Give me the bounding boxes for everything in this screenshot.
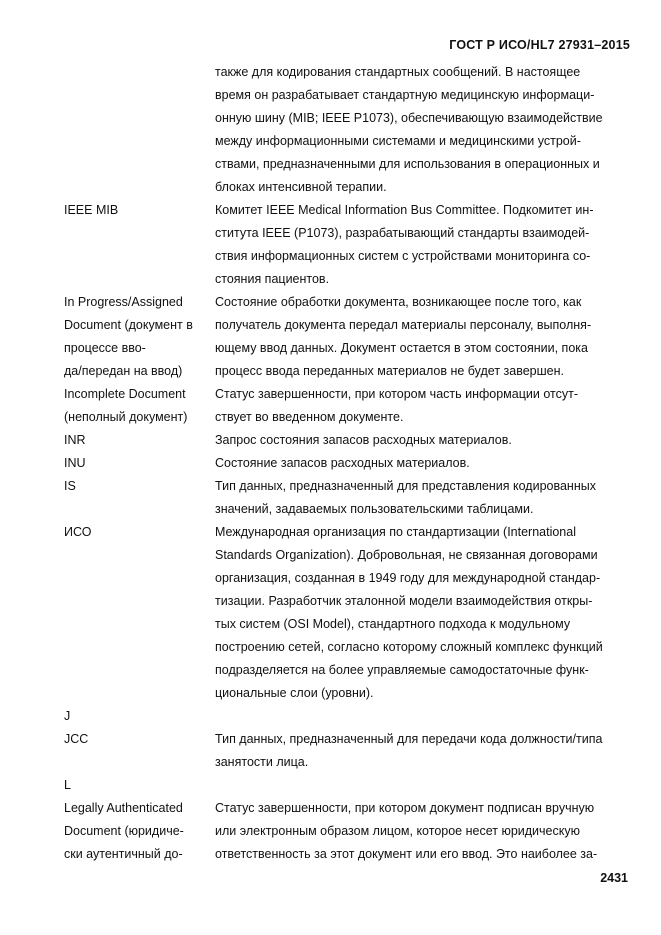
definition (215, 452, 629, 475)
definition-line: получатель документа передал материалы персоналу, выполня- (215, 318, 592, 332)
definition-line: онную шину (MIB; IEEE P1073), обеспечивающую взаимодействие (215, 111, 603, 125)
definition-line: Международная организация по стандартизации (International (215, 525, 576, 539)
definition (215, 199, 629, 291)
definition-line: ститута IEEE (P1073), разрабатывающий стандарты взаимодей- (215, 226, 590, 240)
definition-line: занятости лица. (215, 755, 309, 769)
glossary-entry-inu (0, 452, 661, 475)
definition-line: Standards Organization). Добровольная, не связанная договорами (215, 548, 598, 562)
term (64, 429, 212, 452)
term-line: (неполный документ) (64, 410, 188, 424)
definition-line: циональные слои (уровни). (215, 686, 374, 700)
term (64, 521, 212, 544)
term-line: да/передан на ввод) (64, 364, 183, 378)
definition-line: ствует во введенном документе. (215, 410, 404, 424)
section-letter-l: L (64, 778, 71, 792)
glossary-body (0, 61, 661, 866)
definition-line: ющему ввод данных. Документ остается в этом состоянии, пока (215, 341, 588, 355)
term (64, 291, 212, 383)
definition-line: время он разрабатывает стандартную медицинскую информаци- (215, 88, 595, 102)
definition-line: значений, задаваемых пользовательскими таблицами. (215, 502, 534, 516)
definition (215, 61, 629, 199)
definition-line: Тип данных, предназначенный для передачи кода должности/типа (215, 732, 603, 746)
term-line: Incomplete Document (64, 387, 186, 401)
document-header: ГОСТ Р ИСО/HL7 27931–2015 (449, 38, 630, 52)
term-line: процессе вво- (64, 341, 146, 355)
definition-line: также для кодирования стандартных сообщений. В настоящее (215, 65, 581, 79)
definition-line: ствия информационных систем с устройствами мониторинга со- (215, 249, 591, 263)
definition-line: Состояние обработки документа, возникающее после того, как (215, 295, 582, 309)
term-line: Document (документ в (64, 318, 193, 332)
definition-line: организация, созданная в 1949 году для международной стандар- (215, 571, 601, 585)
continuation-entry (0, 61, 661, 199)
term-line: Legally Authenticated (64, 801, 183, 815)
definition-line: тизации. Разработчик эталонной модели взаимодействия откры- (215, 594, 593, 608)
term (64, 383, 212, 429)
definition-line: блоках интенсивной терапии. (215, 180, 387, 194)
definition-line: процесс ввода переданных материалов не будет завершен. (215, 364, 564, 378)
definition (215, 429, 629, 452)
definition-line: подразделяется на более управляемые самодостаточные функ- (215, 663, 589, 677)
term-line: JCC (64, 732, 89, 746)
glossary-entry-incomplete-document (0, 383, 661, 429)
definition-line: тых систем (OSI Model), стандартного подхода к модульному (215, 617, 571, 631)
term-line: ски аутентичный до- (64, 847, 183, 861)
term (64, 199, 212, 222)
glossary-entry-jcc (0, 728, 661, 774)
glossary-entry-inr (0, 429, 661, 452)
definition (215, 797, 629, 866)
term-line: INR (64, 433, 86, 447)
glossary-entry-iso (0, 521, 661, 705)
definition (215, 383, 629, 429)
definition-line: Запрос состояния запасов расходных материалов. (215, 433, 512, 447)
definition-line: Статус завершенности, при котором часть информации отсут- (215, 387, 578, 401)
term-line: IS (64, 479, 76, 493)
definition-line: Тип данных, предназначенный для представления кодированных (215, 479, 596, 493)
glossary-entry-ieee-mib (0, 199, 661, 291)
definition-line: Состояние запасов расходных материалов. (215, 456, 470, 470)
definition-line: построению сетей, согласно которому сложный комплекс функций (215, 640, 603, 654)
definition (215, 475, 629, 521)
term-line: Document (юридиче- (64, 824, 184, 838)
term (64, 797, 212, 866)
term (64, 728, 212, 751)
definition-line: стояния пациентов. (215, 272, 330, 286)
glossary-entry-legally-authenticated (0, 797, 661, 866)
term-line: ИСО (64, 525, 92, 539)
definition-line: Комитет IEEE Medical Information Bus Committee. Подкомитет ин- (215, 203, 594, 217)
glossary-entry-is (0, 475, 661, 521)
term-line: In Progress/Assigned (64, 295, 183, 309)
definition (215, 291, 629, 383)
definition (215, 728, 629, 774)
glossary-entry-in-progress (0, 291, 661, 383)
term-line: IEEE MIB (64, 203, 119, 217)
term-line: INU (64, 456, 86, 470)
definition-line: или электронным образом лицом, которое несет юридическую (215, 824, 580, 838)
definition-line: Статус завершенности, при котором документ подписан вручную (215, 801, 595, 815)
page-number: 2431 (600, 871, 628, 885)
term (64, 475, 212, 498)
definition-line: между информационными системами и медицинскими устрой- (215, 134, 581, 148)
term (64, 452, 212, 475)
section-letter-j: J (64, 709, 71, 723)
definition-line: ответственность за этот документ или его ввод. Это наиболее за- (215, 847, 598, 861)
definition (215, 521, 629, 705)
definition-line: ствами, предназначенными для использования в операционных и (215, 157, 600, 171)
